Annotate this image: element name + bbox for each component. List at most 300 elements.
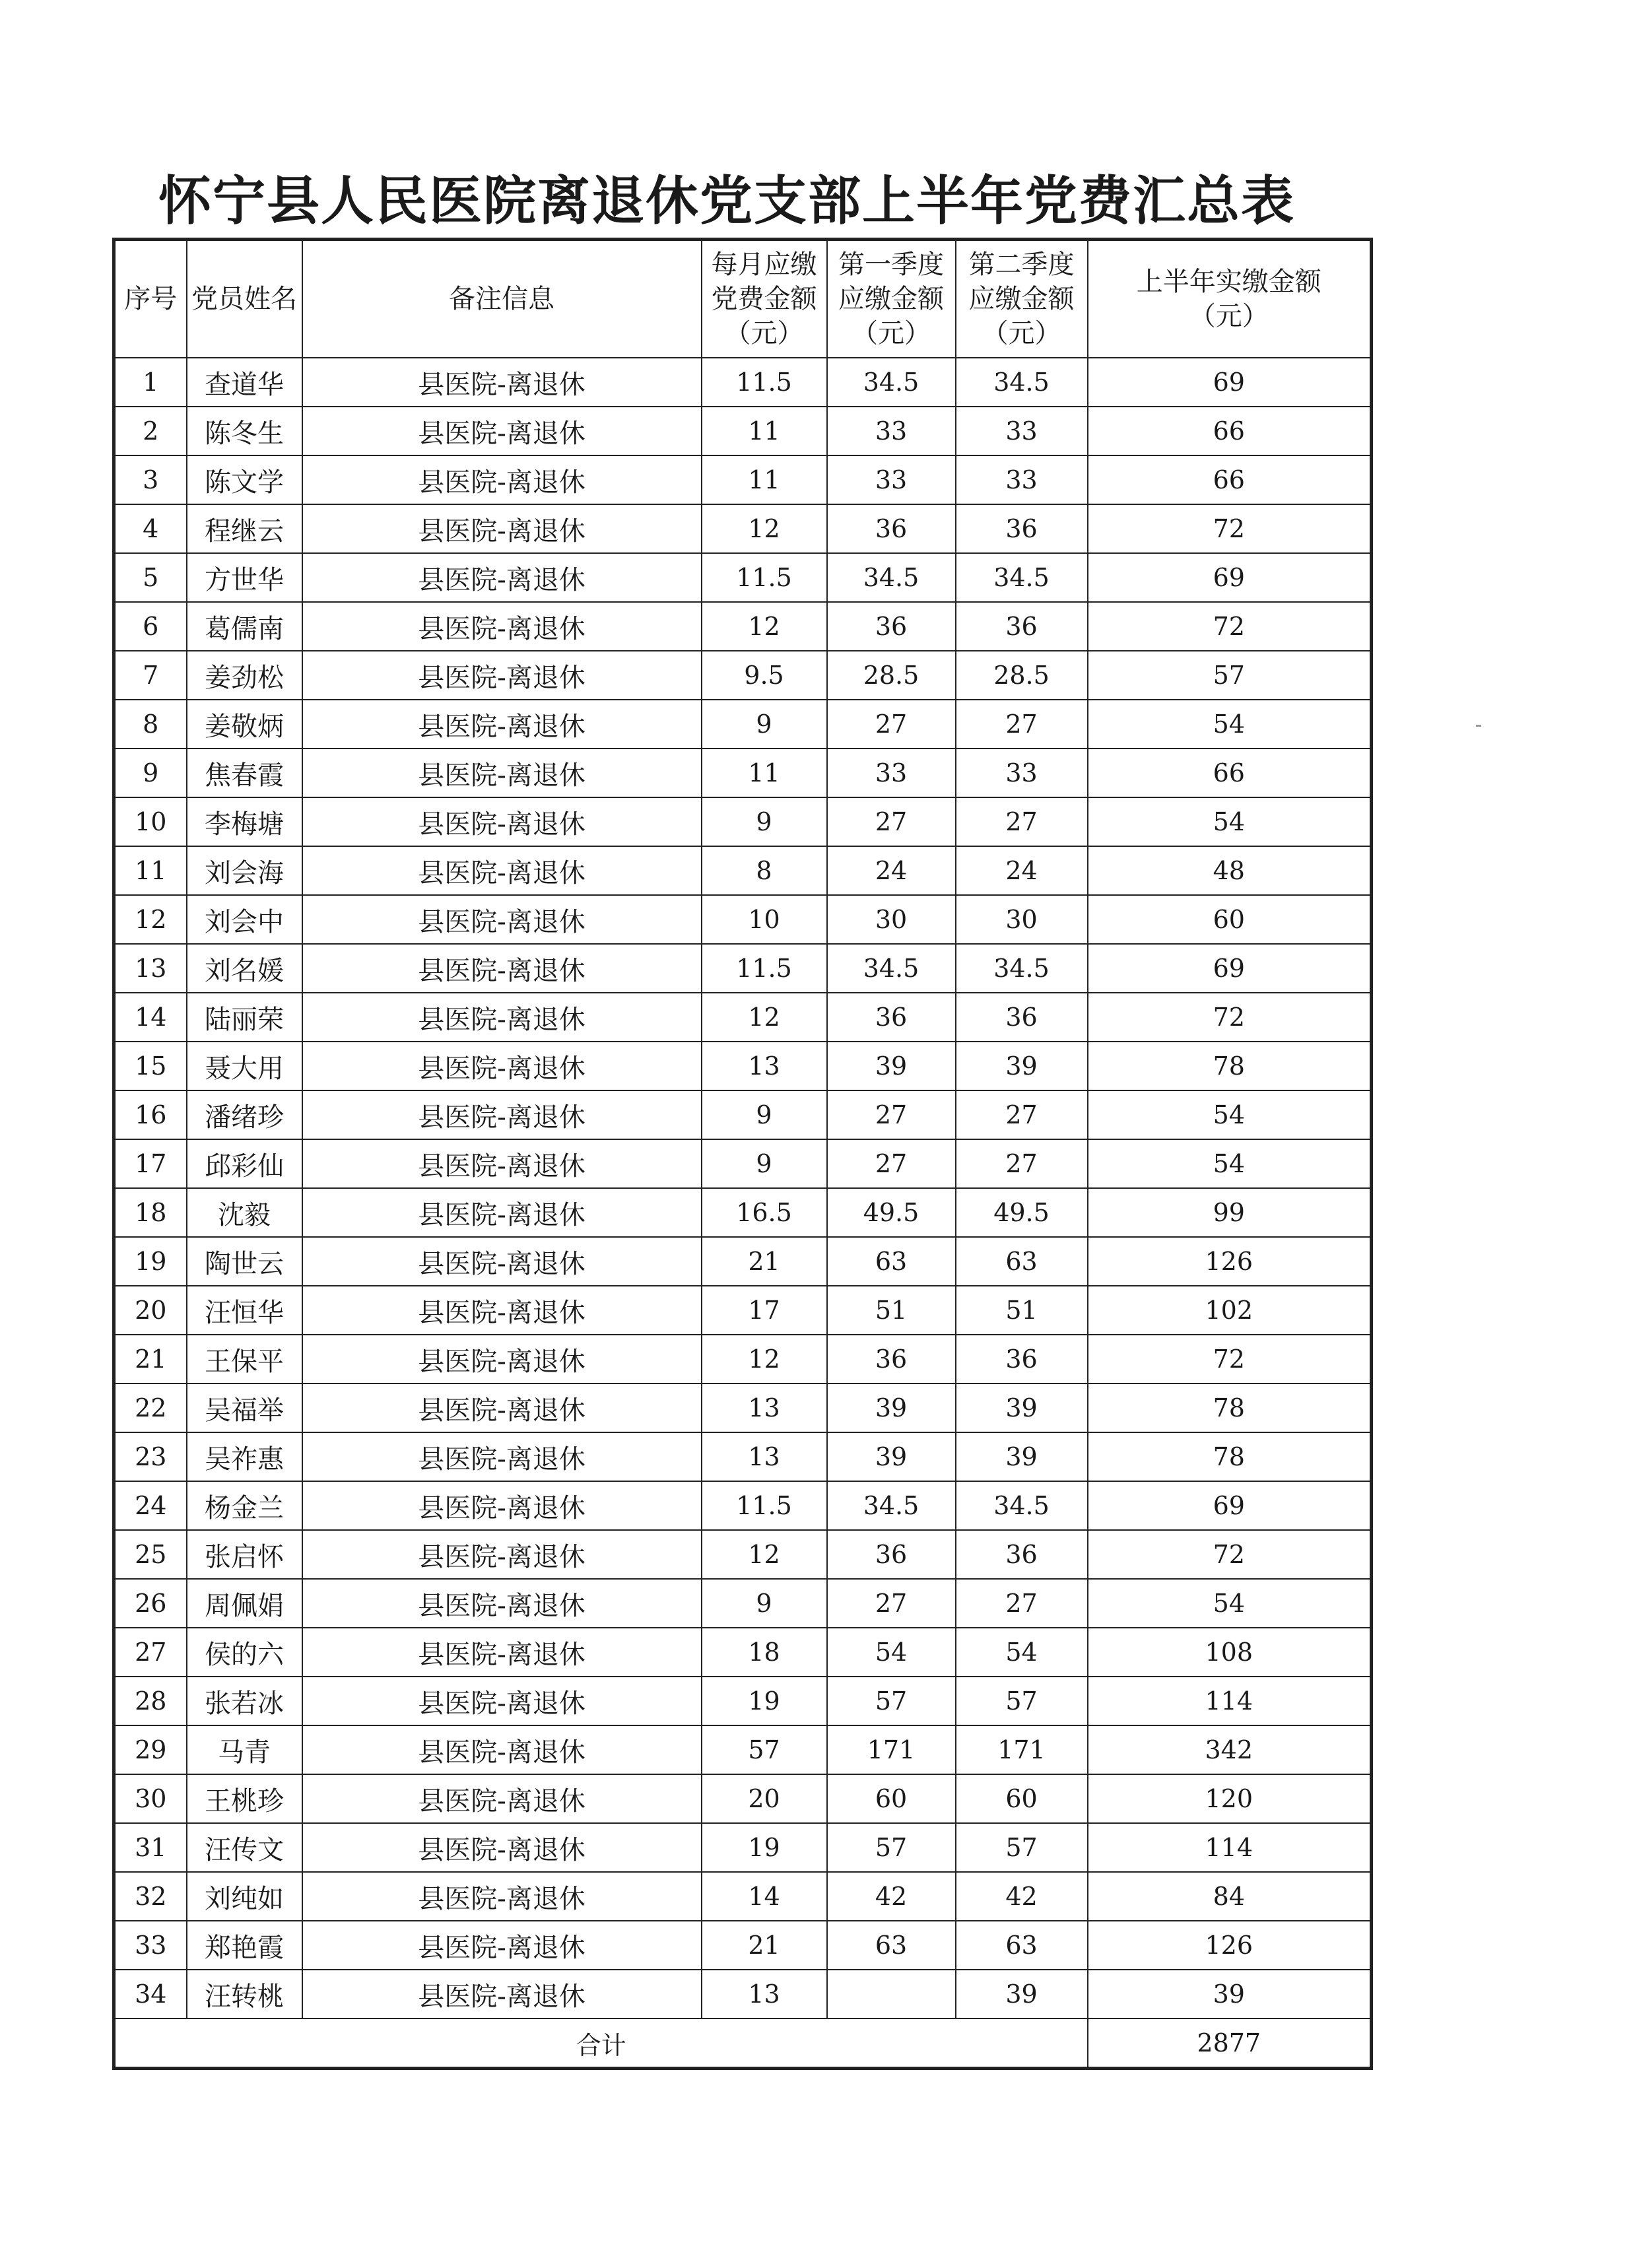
cell-q1-fee: 27 — [827, 797, 956, 846]
header-q2-line: （元） — [982, 318, 1061, 349]
cell-half-year-paid: 66 — [1088, 749, 1372, 797]
cell-half-year-paid: 54 — [1088, 1579, 1372, 1628]
cell-half-year-paid: 126 — [1088, 1921, 1372, 1970]
cell-half-year-paid: 60 — [1088, 895, 1372, 944]
cell-note: 县医院-离退休 — [302, 1384, 702, 1432]
cell-note: 县医院-离退休 — [302, 1139, 702, 1188]
cell-member-name: 王保平 — [187, 1335, 302, 1384]
cell-seq: 22 — [114, 1384, 187, 1432]
cell-q1-fee: 27 — [827, 1139, 956, 1188]
cell-note: 县医院-离退休 — [302, 1628, 702, 1677]
cell-q2-fee: 28.5 — [956, 651, 1088, 700]
cell-q1-fee: 33 — [827, 407, 956, 455]
cell-member-name: 汪传文 — [187, 1823, 302, 1872]
cell-q1-fee: 39 — [827, 1042, 956, 1090]
cell-monthly-fee: 10 — [702, 895, 827, 944]
cell-q1-fee: 54 — [827, 1628, 956, 1677]
cell-seq: 14 — [114, 993, 187, 1042]
cell-monthly-fee: 57 — [702, 1725, 827, 1774]
cell-half-year-paid: 69 — [1088, 553, 1372, 602]
table-row — [114, 1432, 1372, 1481]
cell-q2-fee: 63 — [956, 1237, 1088, 1286]
cell-q1-fee: 34.5 — [827, 944, 956, 993]
cell-q2-fee: 39 — [956, 1970, 1088, 2018]
cell-seq: 11 — [114, 846, 187, 895]
cell-monthly-fee: 12 — [702, 1530, 827, 1579]
table-row — [114, 1970, 1372, 2018]
cell-q1-fee: 60 — [827, 1774, 956, 1823]
cell-member-name: 姜敬炳 — [187, 700, 302, 749]
cell-member-name: 葛儒南 — [187, 602, 302, 651]
cell-q1-fee: 33 — [827, 749, 956, 797]
cell-seq: 5 — [114, 553, 187, 602]
header-q2-line: 第二季度 — [968, 250, 1075, 280]
header-q1-line: （元） — [852, 318, 931, 349]
header-note: 备注信息 — [302, 240, 702, 358]
table-row — [114, 797, 1372, 846]
table-row — [114, 993, 1372, 1042]
cell-half-year-paid: 54 — [1088, 700, 1372, 749]
header-q1 — [827, 240, 956, 358]
cell-half-year-paid: 72 — [1088, 1530, 1372, 1579]
cell-monthly-fee: 21 — [702, 1237, 827, 1286]
cell-monthly-fee: 19 — [702, 1677, 827, 1725]
cell-note: 县医院-离退休 — [302, 1188, 702, 1237]
cell-monthly-fee: 20 — [702, 1774, 827, 1823]
cell-member-name: 汪转桃 — [187, 1970, 302, 2018]
cell-half-year-paid: 78 — [1088, 1432, 1372, 1481]
cell-seq: 15 — [114, 1042, 187, 1090]
cell-q1-fee: 33 — [827, 455, 956, 504]
cell-monthly-fee: 11.5 — [702, 553, 827, 602]
table-row — [114, 749, 1372, 797]
cell-member-name: 周佩娟 — [187, 1579, 302, 1628]
cell-note: 县医院-离退休 — [302, 1823, 702, 1872]
cell-half-year-paid: 72 — [1088, 1335, 1372, 1384]
cell-monthly-fee: 11 — [702, 455, 827, 504]
cell-monthly-fee: 9 — [702, 1090, 827, 1139]
cell-note: 县医院-离退休 — [302, 1774, 702, 1823]
cell-q2-fee: 34.5 — [956, 358, 1088, 407]
cell-seq: 18 — [114, 1188, 187, 1237]
header-half-year-line: （元） — [1189, 301, 1269, 331]
cell-seq: 28 — [114, 1677, 187, 1725]
table-body — [114, 358, 1372, 2018]
cell-monthly-fee: 12 — [702, 602, 827, 651]
cell-q2-fee: 36 — [956, 1530, 1088, 1579]
total-row — [114, 2018, 1372, 2069]
cell-note: 县医院-离退休 — [302, 944, 702, 993]
cell-q2-fee: 36 — [956, 993, 1088, 1042]
cell-member-name: 陆丽荣 — [187, 993, 302, 1042]
header-seq: 序号 — [114, 240, 187, 358]
cell-q1-fee: 39 — [827, 1384, 956, 1432]
cell-seq: 1 — [114, 358, 187, 407]
cell-q2-fee: 36 — [956, 1335, 1088, 1384]
cell-monthly-fee: 21 — [702, 1921, 827, 1970]
cell-half-year-paid: 99 — [1088, 1188, 1372, 1237]
table-row — [114, 895, 1372, 944]
cell-monthly-fee: 13 — [702, 1384, 827, 1432]
cell-monthly-fee: 8 — [702, 846, 827, 895]
cell-q1-fee: 27 — [827, 700, 956, 749]
cell-half-year-paid: 66 — [1088, 455, 1372, 504]
cell-note: 县医院-离退休 — [302, 407, 702, 455]
cell-member-name: 刘会海 — [187, 846, 302, 895]
cell-half-year-paid: 102 — [1088, 1286, 1372, 1335]
cell-seq: 32 — [114, 1872, 187, 1921]
cell-member-name: 郑艳霞 — [187, 1921, 302, 1970]
cell-note: 县医院-离退休 — [302, 1872, 702, 1921]
cell-seq: 23 — [114, 1432, 187, 1481]
cell-q1-fee: 63 — [827, 1921, 956, 1970]
cell-monthly-fee: 19 — [702, 1823, 827, 1872]
header-monthly-line: 每月应缴 — [711, 250, 817, 280]
cell-seq: 24 — [114, 1481, 187, 1530]
cell-q1-fee: 36 — [827, 1530, 956, 1579]
header-monthly-line: （元） — [724, 318, 804, 349]
table-row — [114, 1677, 1372, 1725]
cell-seq: 27 — [114, 1628, 187, 1677]
cell-q1-fee: 34.5 — [827, 553, 956, 602]
cell-member-name: 杨金兰 — [187, 1481, 302, 1530]
cell-q2-fee: 24 — [956, 846, 1088, 895]
cell-member-name: 潘绪珍 — [187, 1090, 302, 1139]
cell-note: 县医院-离退休 — [302, 1237, 702, 1286]
cell-q1-fee: 36 — [827, 602, 956, 651]
table-row — [114, 1042, 1372, 1090]
table-row — [114, 700, 1372, 749]
cell-member-name: 吴福举 — [187, 1384, 302, 1432]
cell-member-name: 程继云 — [187, 504, 302, 553]
cell-member-name: 焦春霞 — [187, 749, 302, 797]
cell-q1-fee: 63 — [827, 1237, 956, 1286]
cell-member-name: 张若冰 — [187, 1677, 302, 1725]
cell-seq: 10 — [114, 797, 187, 846]
table-row — [114, 1872, 1372, 1921]
table-row — [114, 455, 1372, 504]
cell-half-year-paid: 54 — [1088, 1090, 1372, 1139]
cell-monthly-fee: 9 — [702, 700, 827, 749]
cell-note: 县医院-离退休 — [302, 1530, 702, 1579]
cell-member-name: 侯的六 — [187, 1628, 302, 1677]
table-row — [114, 1530, 1372, 1579]
table-row — [114, 602, 1372, 651]
cell-q1-fee: 27 — [827, 1090, 956, 1139]
cell-q1-fee: 36 — [827, 1335, 956, 1384]
cell-q1-fee: 39 — [827, 1432, 956, 1481]
cell-seq: 25 — [114, 1530, 187, 1579]
cell-half-year-paid: 39 — [1088, 1970, 1372, 2018]
cell-note: 县医院-离退休 — [302, 1921, 702, 1970]
cell-monthly-fee: 11 — [702, 749, 827, 797]
cell-seq: 16 — [114, 1090, 187, 1139]
cell-note: 县医院-离退休 — [302, 993, 702, 1042]
cell-note: 县医院-离退休 — [302, 1579, 702, 1628]
cell-seq: 12 — [114, 895, 187, 944]
cell-seq: 21 — [114, 1335, 187, 1384]
table-row — [114, 1481, 1372, 1530]
cell-monthly-fee: 14 — [702, 1872, 827, 1921]
cell-q2-fee: 36 — [956, 602, 1088, 651]
cell-half-year-paid: 54 — [1088, 1139, 1372, 1188]
cell-monthly-fee: 11.5 — [702, 1481, 827, 1530]
table-row — [114, 1090, 1372, 1139]
cell-half-year-paid: 72 — [1088, 993, 1372, 1042]
cell-q1-fee: 27 — [827, 1579, 956, 1628]
cell-monthly-fee: 12 — [702, 1335, 827, 1384]
table-row — [114, 504, 1372, 553]
cell-note: 县医院-离退休 — [302, 895, 702, 944]
cell-q2-fee: 27 — [956, 1139, 1088, 1188]
cell-half-year-paid: 57 — [1088, 651, 1372, 700]
cell-note: 县医院-离退休 — [302, 1090, 702, 1139]
cell-seq: 17 — [114, 1139, 187, 1188]
table-footer — [114, 2018, 1372, 2069]
cell-half-year-paid: 84 — [1088, 1872, 1372, 1921]
cell-seq: 4 — [114, 504, 187, 553]
cell-seq: 2 — [114, 407, 187, 455]
cell-q2-fee: 63 — [956, 1921, 1088, 1970]
cell-seq: 30 — [114, 1774, 187, 1823]
table-row — [114, 846, 1372, 895]
cell-q1-fee: 36 — [827, 993, 956, 1042]
cell-monthly-fee: 13 — [702, 1432, 827, 1481]
cell-note: 县医院-离退休 — [302, 1432, 702, 1481]
cell-q2-fee: 27 — [956, 1579, 1088, 1628]
cell-q2-fee: 51 — [956, 1286, 1088, 1335]
cell-monthly-fee: 13 — [702, 1042, 827, 1090]
cell-q2-fee: 34.5 — [956, 1481, 1088, 1530]
cell-q2-fee: 27 — [956, 1090, 1088, 1139]
cell-member-name: 马青 — [187, 1725, 302, 1774]
cell-note: 县医院-离退休 — [302, 1481, 702, 1530]
table-row — [114, 358, 1372, 407]
cell-note: 县医院-离退休 — [302, 749, 702, 797]
cell-half-year-paid: 69 — [1088, 944, 1372, 993]
table-row — [114, 1823, 1372, 1872]
cell-q1-fee — [827, 1970, 956, 2018]
cell-monthly-fee: 9 — [702, 797, 827, 846]
cell-seq: 19 — [114, 1237, 187, 1286]
cell-q2-fee: 39 — [956, 1432, 1088, 1481]
cell-member-name: 聂大用 — [187, 1042, 302, 1090]
header-name: 党员姓名 — [187, 240, 302, 358]
cell-seq: 9 — [114, 749, 187, 797]
cell-monthly-fee: 9.5 — [702, 651, 827, 700]
cell-q1-fee: 36 — [827, 504, 956, 553]
table-row — [114, 1579, 1372, 1628]
cell-member-name: 吴祚惠 — [187, 1432, 302, 1481]
cell-q2-fee: 39 — [956, 1384, 1088, 1432]
cell-q1-fee: 34.5 — [827, 358, 956, 407]
cell-half-year-paid: 54 — [1088, 797, 1372, 846]
cell-note: 县医院-离退休 — [302, 553, 702, 602]
cell-member-name: 刘名媛 — [187, 944, 302, 993]
header-q1-line: 第一季度 — [838, 250, 944, 280]
cell-q1-fee: 171 — [827, 1725, 956, 1774]
table-header — [114, 240, 1372, 358]
table-row — [114, 1139, 1372, 1188]
cell-seq: 6 — [114, 602, 187, 651]
cell-note: 县医院-离退休 — [302, 455, 702, 504]
cell-monthly-fee: 9 — [702, 1579, 827, 1628]
header-row — [114, 240, 1372, 358]
cell-member-name: 姜劲松 — [187, 651, 302, 700]
cell-member-name: 李梅塘 — [187, 797, 302, 846]
cell-half-year-paid: 78 — [1088, 1042, 1372, 1090]
cell-note: 县医院-离退休 — [302, 797, 702, 846]
cell-q1-fee: 49.5 — [827, 1188, 956, 1237]
table-row — [114, 1628, 1372, 1677]
cell-q2-fee: 30 — [956, 895, 1088, 944]
cell-seq: 26 — [114, 1579, 187, 1628]
cell-monthly-fee: 18 — [702, 1628, 827, 1677]
cell-note: 县医院-离退休 — [302, 1677, 702, 1725]
cell-seq: 33 — [114, 1921, 187, 1970]
cell-q2-fee: 27 — [956, 797, 1088, 846]
cell-half-year-paid: 114 — [1088, 1677, 1372, 1725]
cell-q2-fee: 60 — [956, 1774, 1088, 1823]
cell-q1-fee: 34.5 — [827, 1481, 956, 1530]
table-row — [114, 944, 1372, 993]
scan-speck — [1476, 725, 1481, 727]
table-row — [114, 1921, 1372, 1970]
table-row — [114, 1384, 1372, 1432]
cell-member-name: 邱彩仙 — [187, 1139, 302, 1188]
cell-q2-fee: 27 — [956, 700, 1088, 749]
table-row — [114, 1725, 1372, 1774]
table-row — [114, 1774, 1372, 1823]
cell-monthly-fee: 13 — [702, 1970, 827, 2018]
cell-q2-fee: 54 — [956, 1628, 1088, 1677]
cell-q2-fee: 36 — [956, 504, 1088, 553]
cell-member-name: 陶世云 — [187, 1237, 302, 1286]
cell-note: 县医院-离退休 — [302, 700, 702, 749]
cell-monthly-fee: 9 — [702, 1139, 827, 1188]
header-half-year-line: 上半年实缴金额 — [1136, 267, 1321, 297]
cell-seq: 34 — [114, 1970, 187, 2018]
cell-q2-fee: 34.5 — [956, 553, 1088, 602]
header-monthly — [702, 240, 827, 358]
cell-member-name: 方世华 — [187, 553, 302, 602]
header-q2-line: 应缴金额 — [968, 284, 1075, 314]
total-label: 合计 — [114, 2018, 1088, 2069]
fee-summary-table — [112, 238, 1373, 2070]
cell-q1-fee: 28.5 — [827, 651, 956, 700]
cell-q1-fee: 42 — [827, 1872, 956, 1921]
cell-q1-fee: 57 — [827, 1823, 956, 1872]
cell-note: 县医院-离退休 — [302, 651, 702, 700]
cell-monthly-fee: 16.5 — [702, 1188, 827, 1237]
cell-monthly-fee: 12 — [702, 993, 827, 1042]
cell-half-year-paid: 114 — [1088, 1823, 1372, 1872]
table-row — [114, 1188, 1372, 1237]
cell-half-year-paid: 72 — [1088, 602, 1372, 651]
cell-q2-fee: 171 — [956, 1725, 1088, 1774]
cell-half-year-paid: 48 — [1088, 846, 1372, 895]
cell-member-name: 沈毅 — [187, 1188, 302, 1237]
cell-q2-fee: 33 — [956, 455, 1088, 504]
total-value: 2877 — [1088, 2018, 1372, 2069]
cell-q1-fee: 24 — [827, 846, 956, 895]
cell-member-name: 查道华 — [187, 358, 302, 407]
cell-half-year-paid: 120 — [1088, 1774, 1372, 1823]
cell-seq: 13 — [114, 944, 187, 993]
cell-half-year-paid: 72 — [1088, 504, 1372, 553]
cell-seq: 29 — [114, 1725, 187, 1774]
cell-member-name: 陈冬生 — [187, 407, 302, 455]
cell-half-year-paid: 126 — [1088, 1237, 1372, 1286]
cell-q1-fee: 51 — [827, 1286, 956, 1335]
cell-member-name: 汪恒华 — [187, 1286, 302, 1335]
cell-q2-fee: 33 — [956, 407, 1088, 455]
page-title: 怀宁县人民医院离退休党支部上半年党费汇总表 — [158, 170, 1295, 232]
cell-member-name: 张启怀 — [187, 1530, 302, 1579]
cell-half-year-paid: 108 — [1088, 1628, 1372, 1677]
cell-note: 县医院-离退休 — [302, 846, 702, 895]
cell-seq: 3 — [114, 455, 187, 504]
header-q2 — [956, 240, 1088, 358]
cell-q2-fee: 49.5 — [956, 1188, 1088, 1237]
fee-summary-table-container — [112, 238, 1370, 2070]
table-row — [114, 407, 1372, 455]
header-q1-line: 应缴金额 — [838, 284, 944, 314]
header-monthly-line: 党费金额 — [711, 284, 817, 314]
cell-member-name: 刘纯如 — [187, 1872, 302, 1921]
cell-member-name: 王桃珍 — [187, 1774, 302, 1823]
cell-note: 县医院-离退休 — [302, 504, 702, 553]
table-row — [114, 1335, 1372, 1384]
cell-note: 县医院-离退休 — [302, 1042, 702, 1090]
cell-half-year-paid: 78 — [1088, 1384, 1372, 1432]
cell-q1-fee: 30 — [827, 895, 956, 944]
cell-monthly-fee: 17 — [702, 1286, 827, 1335]
cell-monthly-fee: 11 — [702, 407, 827, 455]
cell-note: 县医院-离退休 — [302, 1335, 702, 1384]
cell-half-year-paid: 69 — [1088, 358, 1372, 407]
cell-note: 县医院-离退休 — [302, 1725, 702, 1774]
table-row — [114, 1286, 1372, 1335]
cell-half-year-paid: 66 — [1088, 407, 1372, 455]
cell-member-name: 刘会中 — [187, 895, 302, 944]
cell-q2-fee: 57 — [956, 1677, 1088, 1725]
table-row — [114, 553, 1372, 602]
cell-seq: 7 — [114, 651, 187, 700]
cell-member-name: 陈文学 — [187, 455, 302, 504]
cell-note: 县医院-离退休 — [302, 1970, 702, 2018]
cell-q2-fee: 57 — [956, 1823, 1088, 1872]
cell-q2-fee: 39 — [956, 1042, 1088, 1090]
cell-note: 县医院-离退休 — [302, 1286, 702, 1335]
cell-q1-fee: 57 — [827, 1677, 956, 1725]
cell-note: 县医院-离退休 — [302, 602, 702, 651]
cell-monthly-fee: 11.5 — [702, 358, 827, 407]
cell-seq: 20 — [114, 1286, 187, 1335]
cell-monthly-fee: 12 — [702, 504, 827, 553]
cell-monthly-fee: 11.5 — [702, 944, 827, 993]
cell-seq: 31 — [114, 1823, 187, 1872]
cell-half-year-paid: 69 — [1088, 1481, 1372, 1530]
header-half-year — [1088, 240, 1372, 358]
table-row — [114, 651, 1372, 700]
cell-q2-fee: 42 — [956, 1872, 1088, 1921]
cell-seq: 8 — [114, 700, 187, 749]
table-row — [114, 1237, 1372, 1286]
cell-q2-fee: 34.5 — [956, 944, 1088, 993]
cell-q2-fee: 33 — [956, 749, 1088, 797]
cell-half-year-paid: 342 — [1088, 1725, 1372, 1774]
